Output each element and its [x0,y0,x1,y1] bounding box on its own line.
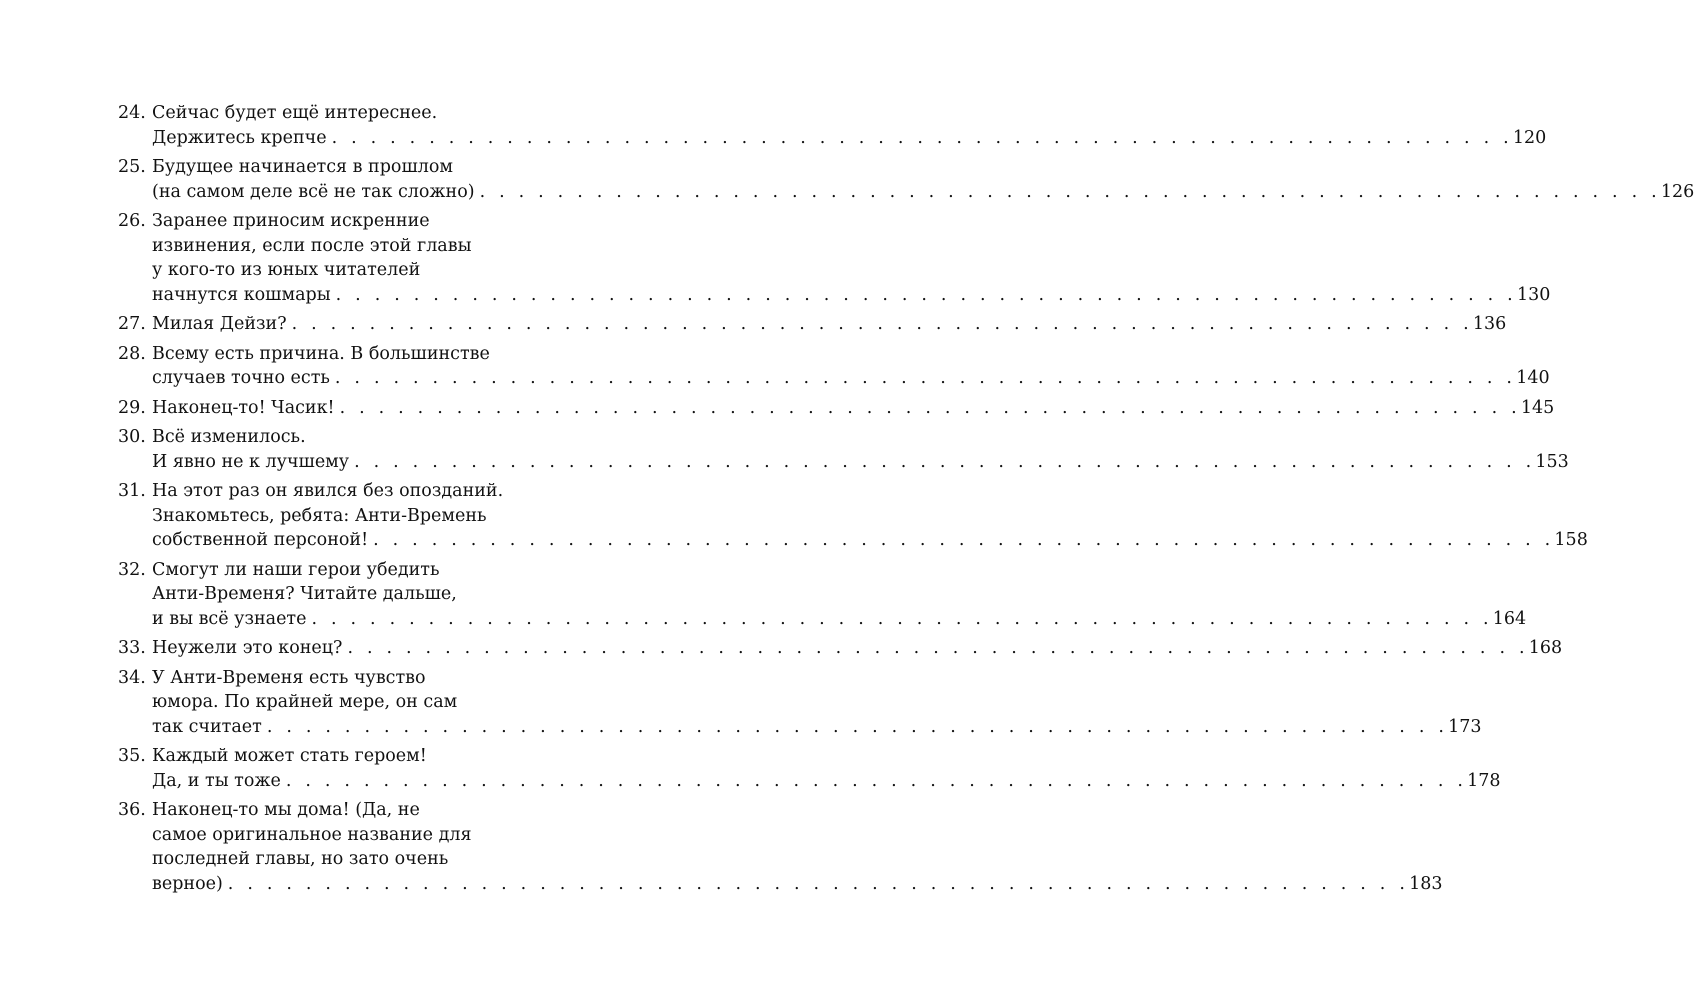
toc-entry [118,744,1501,793]
chapter-title-line: собственной персоной! [152,530,369,550]
chapter-title [152,101,1547,150]
chapter-title-line: Заранее приносим искренние [152,211,430,231]
chapter-title [152,666,1482,740]
chapter-title-line: Милая Дейзи? [152,314,287,334]
chapter-title-last-line [152,769,1501,794]
chapter-title [152,798,1443,896]
dot-leader: . . . . . . . . . . . . . . . . . . . . . . . . . . . . . . . . . . . . . . . . . . . . . . . . . . . . . . . . . . . . . [331,127,1513,148]
chapter-title [152,479,1588,553]
chapter-title [152,155,1694,204]
chapter-title-line: Каждый может стать героем! [152,746,427,766]
dot-leader: . . . . . . . . . . . . . . . . . . . . . . . . . . . . . . . . . . . . . . . . . . . . . . . . . . . . . . . . . . . . . [285,770,1468,791]
chapter-title-line: Всему есть причина. В большинстве [152,343,490,364]
dot-leader: . . . . . . . . . . . . . . . . . . . . . . . . . . . . . . . . . . . . . . . . . . . . . . . . . . . . . . . . . . . . . [335,284,1517,305]
chapter-title-line: Наконец-то мы дома! (Да, не [152,800,420,820]
chapter-title-last-line [152,528,1588,553]
chapter-title [152,342,1550,391]
chapter-title-line: Знакомьтесь, ребята: Анти-Времень [152,505,487,526]
dot-leader: . . . . . . . . . . . . . . . . . . . . . . . . . . . . . . . . . . . . . . . . . . . . . . . . . . . . . . . . . . . . . [227,873,1410,894]
page-number: 168 [1528,638,1563,658]
chapter-title-line: На этот раз он явился без опозданий. [152,481,504,501]
dot-leader: . . . . . . . . . . . . . . . . . . . . . . . . . . . . . . . . . . . . . . . . . . . . . . . . . . . . . . . . . . . . . [347,638,1529,658]
chapter-number: 27. [118,314,146,334]
chapter-number: 33. [118,638,146,658]
chapter-number: 32. [118,559,146,580]
toc-entry [118,666,1482,740]
page-number: 158 [1554,530,1588,550]
chapter-title-line: последней главы, но зато очень [152,849,449,869]
chapter-title-line: самое оригинальное название для [152,824,472,845]
chapter-title-last-line [152,607,1527,632]
toc-entry [118,798,1443,896]
chapter-title [152,209,1551,307]
toc-entry [118,101,1547,150]
dot-leader: . . . . . . . . . . . . . . . . . . . . . . . . . . . . . . . . . . . . . . . . . . . . . . . . . . . . . . . . . . . . . [291,314,1473,334]
chapter-title-line: И явно не к лучшему [152,451,350,472]
chapter-title-line: и вы всё узнаете [152,608,307,629]
chapter-title-last-line [152,636,1563,661]
toc-entry [118,558,1527,632]
chapter-title-line: Держитесь крепче [152,127,327,148]
chapter-title-line: у кого-то из юных читателей [152,260,421,280]
chapter-title [152,558,1527,632]
chapter-title-line: Сейчас будет ещё интереснее. [152,103,438,123]
toc-entry [118,209,1551,307]
chapter-title-last-line [152,312,1507,337]
chapter-number: 24. [118,103,146,123]
table-of-contents [118,101,1694,901]
chapter-title-line: так считает [152,716,262,737]
page-number: 126 [1660,181,1694,202]
toc-entry [118,396,1555,421]
chapter-title-line: юмора. По крайней мере, он сам [152,692,458,712]
chapter-title-line: Смогут ли наши герои убедить [152,559,440,580]
page-number: 136 [1472,314,1507,334]
chapter-title [152,636,1563,661]
chapter-title-line: Всё изменилось. [152,427,306,447]
toc-entry [118,312,1507,337]
dot-leader: . . . . . . . . . . . . . . . . . . . . . . . . . . . . . . . . . . . . . . . . . . . . . . . . . . . . . . . . . . . . . [479,181,1661,202]
chapter-title-line: Да, и ты тоже [152,770,281,791]
chapter-title-last-line [152,366,1550,391]
toc-entry [118,155,1694,204]
page-number: 173 [1448,716,1482,737]
chapter-title [152,312,1507,337]
page-number: 183 [1409,873,1443,894]
chapter-number: 31. [118,481,146,501]
page-number: 140 [1516,368,1550,388]
dot-leader: . . . . . . . . . . . . . . . . . . . . . . . . . . . . . . . . . . . . . . . . . . . . . . . . . . . . . . . . . . . . . [339,397,1521,418]
chapter-title-last-line [152,396,1555,421]
dot-leader: . . . . . . . . . . . . . . . . . . . . . . . . . . . . . . . . . . . . . . . . . . . . . . . . . . . . . . . . . . . . . [354,451,1536,472]
page-number: 130 [1516,284,1551,305]
page-number: 120 [1512,127,1547,148]
toc-entry [118,636,1563,661]
chapter-number: 36. [118,800,146,820]
chapter-number: 25. [118,157,146,177]
chapter-title-line: Неужели это конец? [152,638,343,658]
chapter-title [152,744,1501,793]
chapter-title-line: (на самом деле всё не так сложно) [152,181,475,202]
chapter-number: 35. [118,746,146,766]
chapter-number: 30. [118,427,146,447]
chapter-title-line: начнутся кошмары [152,284,331,305]
toc-entry [118,342,1550,391]
chapter-title-line: случаев точно есть [152,368,330,388]
chapter-title-line: У Анти-Временя есть чувство [152,667,426,688]
chapter-title-line: верное) [152,873,223,894]
chapter-title-line: Будущее начинается в прошлом [152,157,453,177]
chapter-title-last-line [152,872,1443,897]
chapter-title-last-line [152,126,1547,151]
chapter-title-line: Анти-Временя? Читайте дальше, [152,584,457,604]
toc-entry [118,479,1588,553]
dot-leader: . . . . . . . . . . . . . . . . . . . . . . . . . . . . . . . . . . . . . . . . . . . . . . . . . . . . . . . . . . . . . [373,530,1555,550]
toc-entry [118,425,1569,474]
page-number: 153 [1535,451,1569,472]
dot-leader: . . . . . . . . . . . . . . . . . . . . . . . . . . . . . . . . . . . . . . . . . . . . . . . . . . . . . . . . . . . . . [334,368,1517,388]
chapter-number: 29. [118,397,146,418]
dot-leader: . . . . . . . . . . . . . . . . . . . . . . . . . . . . . . . . . . . . . . . . . . . . . . . . . . . . . . . . . . . . . [311,608,1493,629]
chapter-title [152,396,1555,421]
chapter-title-last-line [152,715,1482,740]
chapter-title-last-line [152,283,1551,308]
page-number: 178 [1467,770,1501,791]
page-number: 164 [1492,608,1527,629]
chapter-title-last-line [152,450,1569,475]
chapter-number: 28. [118,343,146,364]
chapter-title-line: Наконец-то! Часик! [152,397,335,418]
page-number: 145 [1520,397,1555,418]
dot-leader: . . . . . . . . . . . . . . . . . . . . . . . . . . . . . . . . . . . . . . . . . . . . . . . . . . . . . . . . . . . . . [266,716,1449,737]
chapter-title [152,425,1569,474]
chapter-title-last-line [152,180,1694,205]
chapter-number: 34. [118,667,146,688]
chapter-title-line: извинения, если после этой главы [152,235,472,256]
chapter-number: 26. [118,211,146,231]
